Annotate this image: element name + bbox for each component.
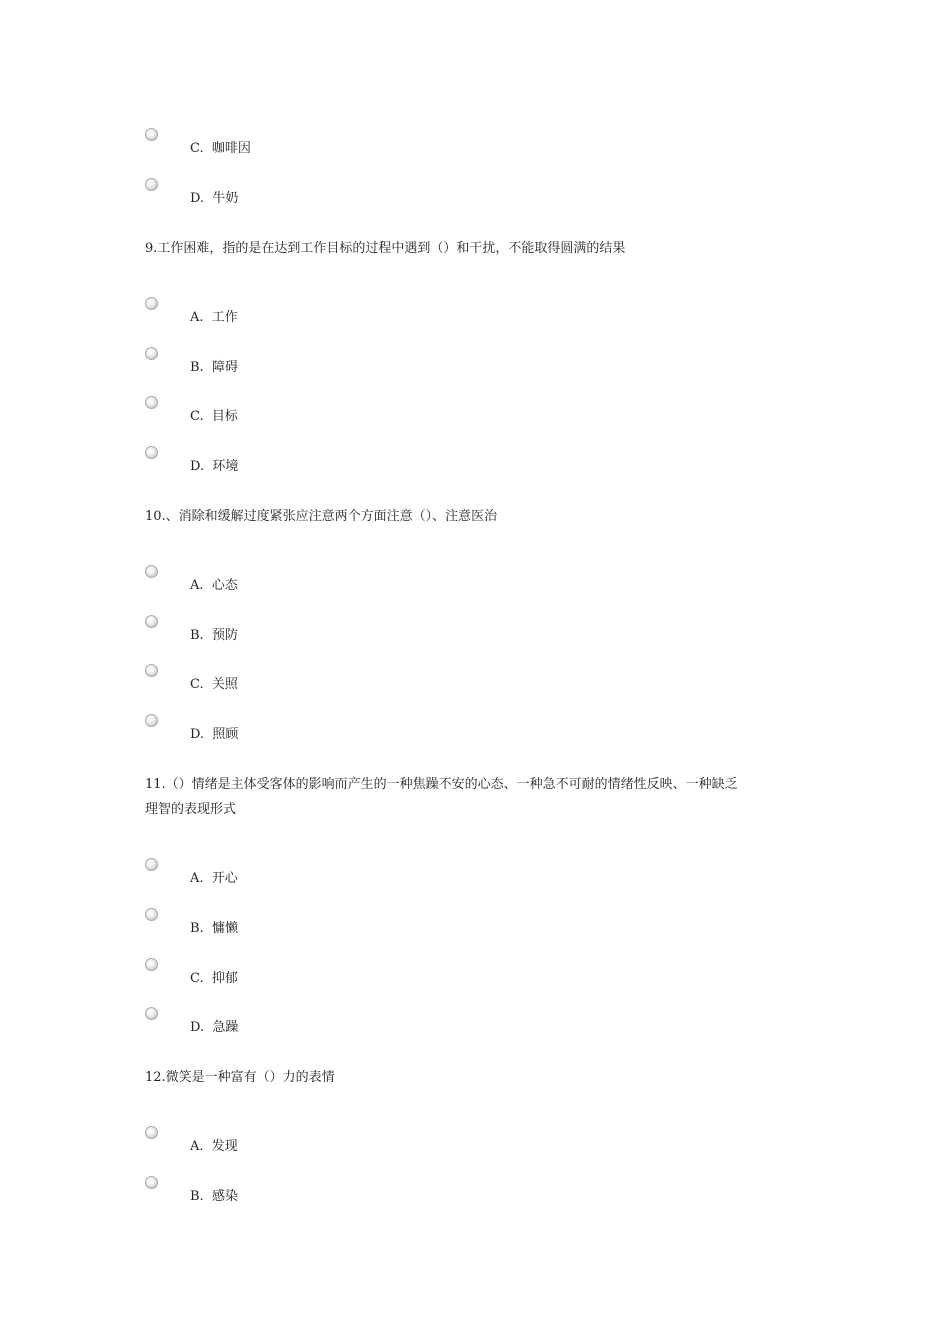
option-q9-a [190, 310, 238, 326]
question-11-line2: 理智的表现形式 [145, 802, 237, 817]
radio-q11-a[interactable] [145, 858, 158, 871]
radio-q9-a[interactable] [145, 297, 158, 310]
option-text: 环境 [212, 459, 239, 474]
option-q9-c [190, 409, 238, 425]
option-label: A. [190, 871, 204, 886]
option-text: 牛奶 [212, 191, 239, 206]
option-label: C. [190, 409, 204, 424]
option-text: 照顾 [212, 727, 239, 742]
option-label: D. [190, 727, 205, 742]
option-label: B. [190, 360, 204, 375]
radio-q12-a[interactable] [145, 1126, 158, 1139]
option-label: C. [190, 971, 204, 986]
radio-q9-b[interactable] [145, 347, 158, 360]
radio-q10-c[interactable] [145, 664, 158, 677]
radio-q8-c[interactable] [145, 128, 158, 141]
option-text: 急躁 [212, 1020, 239, 1035]
option-text: 关照 [211, 677, 238, 692]
option-label: D. [190, 459, 205, 474]
option-text: 工作 [211, 310, 238, 325]
option-label: A. [190, 310, 204, 325]
option-q10-b [190, 628, 238, 644]
option-text: 咖啡因 [211, 141, 251, 156]
option-text: 目标 [211, 409, 238, 424]
option-label: A. [190, 578, 204, 593]
radio-q9-c[interactable] [145, 396, 158, 409]
option-label: B. [190, 921, 204, 936]
radio-q8-d[interactable] [145, 178, 158, 191]
radio-q10-d[interactable] [145, 714, 158, 727]
question-11-line1: 11.（）情绪是主体受客体的影响而产生的一种焦躁不安的心态、一种急不可耐的情绪性反映、一种缺乏 [145, 777, 738, 792]
option-text: 抑郁 [211, 971, 238, 986]
radio-q11-d[interactable] [145, 1007, 158, 1020]
radio-q9-d[interactable] [145, 446, 158, 459]
option-q11-c [190, 971, 238, 987]
option-q9-d [190, 459, 238, 475]
radio-q10-a[interactable] [145, 565, 158, 578]
radio-q12-b[interactable] [145, 1176, 158, 1189]
option-q10-a [190, 578, 238, 594]
question-9-text: 9.工作困难，指的是在达到工作目标的过程中遇到（）和干扰，不能取得圆满的结果 [145, 241, 626, 256]
option-label: D. [190, 1020, 205, 1035]
option-q12-a [190, 1139, 238, 1155]
option-text: 心态 [211, 578, 238, 593]
option-label: C. [190, 141, 204, 156]
option-q8-d [190, 191, 238, 207]
option-q10-c [190, 677, 238, 693]
question-11-text [145, 772, 815, 822]
option-q9-b [190, 360, 238, 376]
option-text: 预防 [211, 628, 238, 643]
option-label: C. [190, 677, 204, 692]
option-label: D. [190, 191, 205, 206]
question-10-text: 10.、消除和缓解过度紧张应注意两个方面注意（）、注意医治 [145, 509, 498, 524]
question-12-text: 12.微笑是一种富有（）力的表情 [145, 1070, 335, 1085]
option-q11-a [190, 871, 238, 887]
option-label: A. [190, 1139, 204, 1154]
option-text: 开心 [211, 871, 238, 886]
option-q11-b [190, 921, 238, 937]
option-label: B. [190, 628, 204, 643]
radio-q10-b[interactable] [145, 615, 158, 628]
option-q10-d [190, 727, 238, 743]
option-text: 障碍 [211, 360, 238, 375]
option-text: 慵懒 [211, 921, 238, 936]
option-q12-b [190, 1189, 238, 1205]
option-q8-c [190, 141, 251, 157]
option-text: 感染 [211, 1189, 238, 1204]
option-label: B. [190, 1189, 204, 1204]
option-text: 发现 [211, 1139, 238, 1154]
radio-q11-c[interactable] [145, 958, 158, 971]
radio-q11-b[interactable] [145, 908, 158, 921]
option-q11-d [190, 1020, 238, 1036]
